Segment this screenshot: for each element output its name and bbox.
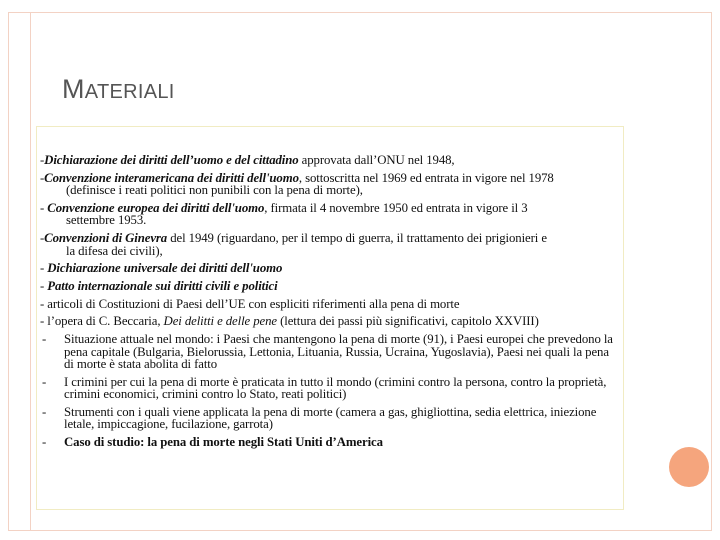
list-item: - articoli di Costituzioni di Paesi dell’UE con espliciti riferimenti alla pena di morte <box>40 296 460 311</box>
document-name: Dichiarazione universale dei diritti dell'uomo <box>47 261 283 276</box>
list-item: - Convenzione europea dei diritti dell'uomo, firmata il 4 novembre 1950 ed entrata in vigore il 3 settembre 1953. <box>40 200 528 228</box>
document-name: Convenzione europea dei diritti dell'uomo <box>47 200 265 215</box>
slide-title <box>62 76 175 103</box>
slide-title-initial: M <box>62 74 85 104</box>
slide-title-rest: ATERIALI <box>84 81 175 103</box>
list-item: - l’opera di C. Beccaria, Dei delitti e delle pene (lettura dei passi più significativi, capitolo XXVIII) <box>40 314 539 329</box>
document-name: Dichiarazione dei diritti dell’uomo e del cittadino <box>44 153 299 167</box>
document-name: Convenzione interamericana dei diritti dell'uomo <box>44 170 299 185</box>
list-item: - Caso di studio: la pena di morte negli Stati Uniti d’America <box>42 435 383 450</box>
left-rule <box>30 12 31 531</box>
materials-list <box>40 154 620 454</box>
list-item: -Convenzione interamericana dei diritti dell'uomo, sottoscritta nel 1969 ed entrata in vigore nel 1978 (definisce i reati politici non punibili con la pena di morte), <box>40 170 554 198</box>
list-item: -Dichiarazione dei diritti dell’uomo e del cittadino approvata dall’ONU nel 1948, <box>40 153 455 167</box>
case-study: Caso di studio: la pena di morte negli Stati Uniti d’America <box>64 435 383 450</box>
list-item: - Dichiarazione universale dei diritti dell'uomo <box>40 261 283 276</box>
list-item: - Patto internazionale sui diritti civili e politici <box>40 278 278 293</box>
book-title: Dei delitti e delle pene <box>163 314 277 329</box>
document-name: Patto internazionale sui diritti civili e politici <box>47 278 278 293</box>
list-item: -Convenzioni di Ginevra del 1949 (riguardano, per il tempo di guerra, il trattamento dei prigionieri e la difesa dei civili), <box>40 231 547 258</box>
list-item: - I crimini per cui la pena di morte è praticata in tutto il mondo (crimini contro la persona, contro la proprietà, crimini economici, crimini contro lo Stato, reati politici) <box>42 374 607 402</box>
list-item: - Situazione attuale nel mondo: i Paesi che mantengono la pena di morte (91), i Paesi europei che prevedono la pena capitale (Bulgaria, Bielorussia, Lettonia, Lituania, Russia, Ucraina, Yugoslavia), Paesi nei quali la pena di morte è stata abolita di fatto <box>42 332 613 371</box>
accent-circle <box>669 447 709 487</box>
list-item: - Strumenti con i quali viene applicata la pena di morte (camera a gas, ghigliottina, sedia elettrica, iniezione letale, impiccagione, fucilazione, garrota) <box>42 404 597 432</box>
document-name: Convenzioni di Ginevra <box>44 231 168 246</box>
